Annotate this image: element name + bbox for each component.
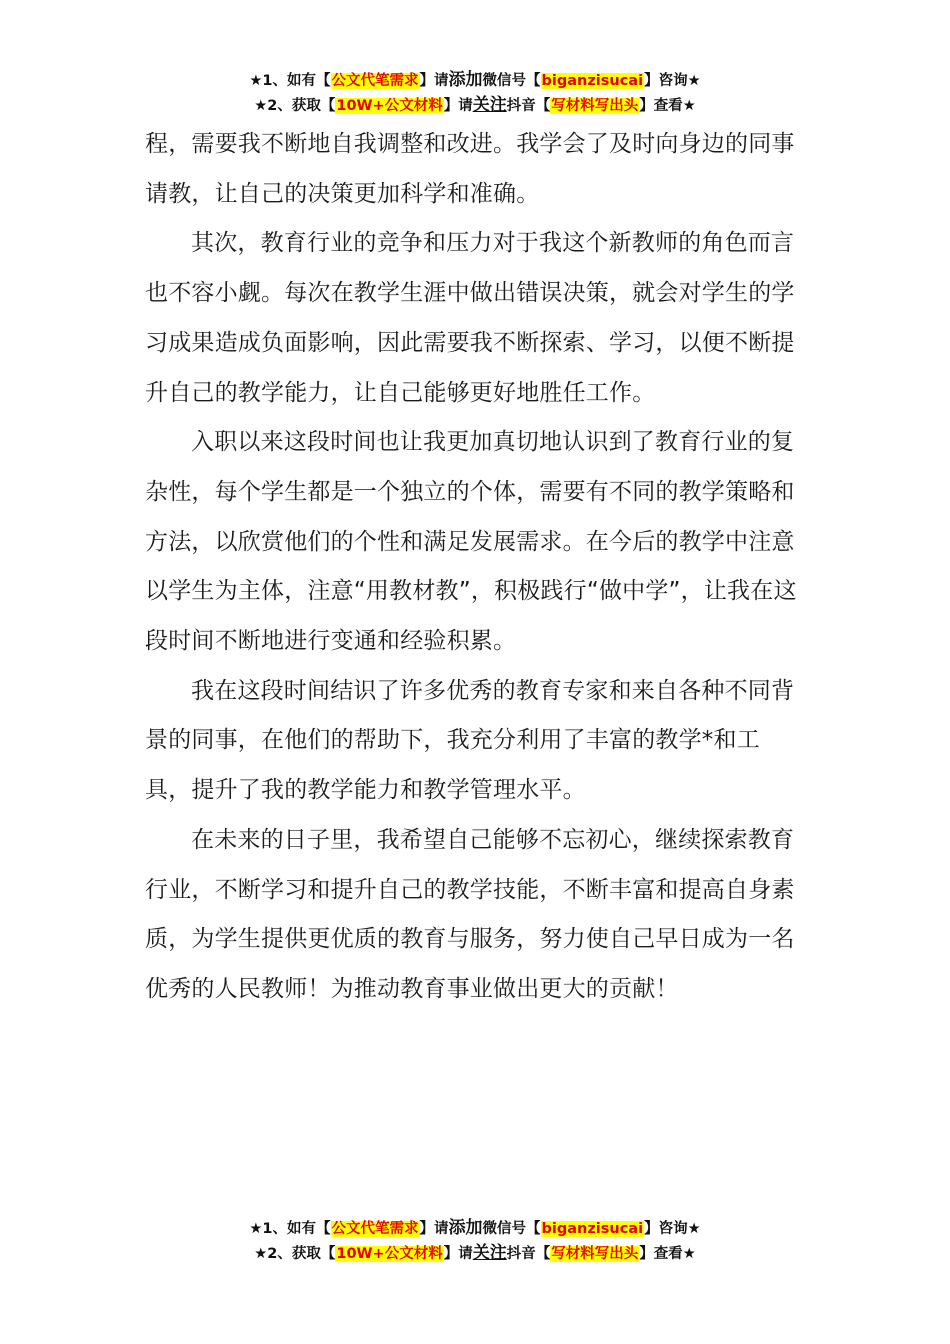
banner-text: 抖音【 xyxy=(506,98,551,114)
paragraph-4: 我在这段时间结识了许多优秀的教育专家和来自各种不同背景的同事，在他们的帮助下，我充分利用了丰富的教学*和工具，提升了我的教学能力和教学管理水平。 xyxy=(145,677,795,804)
paragraph-3: 入职以来这段时间也让我更加真切地认识到了教育行业的复杂性，每个学生都是一个独立的个体，需要有不同的教学策略和方法，以欣赏他们的个性和满足发展需求。在今后的教学中注意以学生为主体，注意“用教材教”，积极践行“做中学”，让我在这段时间不断地进行变通和经验积累。 xyxy=(145,429,797,655)
paragraph-5: 在未来的日子里，我希望自己能够不忘初心，继续探索教育行业，不断学习和提升自己的教学技能，不断丰富和提高自身素质，为学生提供更优质的教育与服务，努力使自己早日成为一名优秀的人民教师！为推动教育事业做出更大的贡献！ xyxy=(145,826,795,1002)
banner-text: 】请 xyxy=(443,1246,473,1262)
banner-text: 】请 xyxy=(419,1221,449,1237)
banner-text: 】请 xyxy=(419,73,449,89)
highlight-materials: 10W+公文材料 xyxy=(336,1246,443,1262)
footer-banner xyxy=(0,1216,950,1266)
banner-text: 微信号【 xyxy=(482,1221,541,1237)
banner-text: ★1、如有【 xyxy=(249,1221,331,1237)
banner-text: 微信号【 xyxy=(482,73,541,89)
banner-line-1 xyxy=(0,68,950,93)
banner-text: 】咨询★ xyxy=(644,1221,701,1237)
highlight-service: 公文代笔需求 xyxy=(331,73,419,89)
paragraph-1: 程，需要我不断地自我调整和改进。我学会了及时向身边的同事请教，让自己的决策更加科学和准确。 xyxy=(145,131,795,207)
highlight-wechat-id: biganzisucai xyxy=(541,73,644,89)
highlight-douyin: 写材料写出头 xyxy=(551,1246,639,1262)
emphasis-add: 添加 xyxy=(448,70,483,90)
banner-text: ★2、获取【 xyxy=(254,1246,336,1262)
highlight-materials: 10W+公文材料 xyxy=(336,98,443,114)
banner-text: 抖音【 xyxy=(506,1246,551,1262)
highlight-wechat-id: biganzisucai xyxy=(541,1221,644,1237)
emphasis-add: 添加 xyxy=(448,1218,483,1238)
banner-line-2 xyxy=(0,93,950,118)
highlight-douyin: 写材料写出头 xyxy=(551,98,639,114)
banner-text: ★2、获取【 xyxy=(254,98,336,114)
banner-text: 】查看★ xyxy=(639,1246,696,1262)
document-body xyxy=(145,120,805,1015)
banner-text: 】请 xyxy=(443,98,473,114)
emphasis-follow: 关注 xyxy=(472,1243,507,1263)
banner-line-2 xyxy=(0,1241,950,1266)
banner-text: 】咨询★ xyxy=(644,73,701,89)
highlight-service: 公文代笔需求 xyxy=(331,1221,419,1237)
banner-line-1 xyxy=(0,1216,950,1241)
header-banner xyxy=(0,68,950,118)
paragraph-2: 其次，教育行业的竞争和压力对于我这个新教师的角色而言也不容小觑。每次在教学生涯中做出错误决策，就会对学生的学习成果造成负面影响，因此需要我不断探索、学习，以便不断提升自己的教学能力，让自己能够更好地胜任工作。 xyxy=(145,230,795,406)
banner-text: 】查看★ xyxy=(639,98,696,114)
banner-text: ★1、如有【 xyxy=(249,73,331,89)
emphasis-follow: 关注 xyxy=(472,95,507,115)
